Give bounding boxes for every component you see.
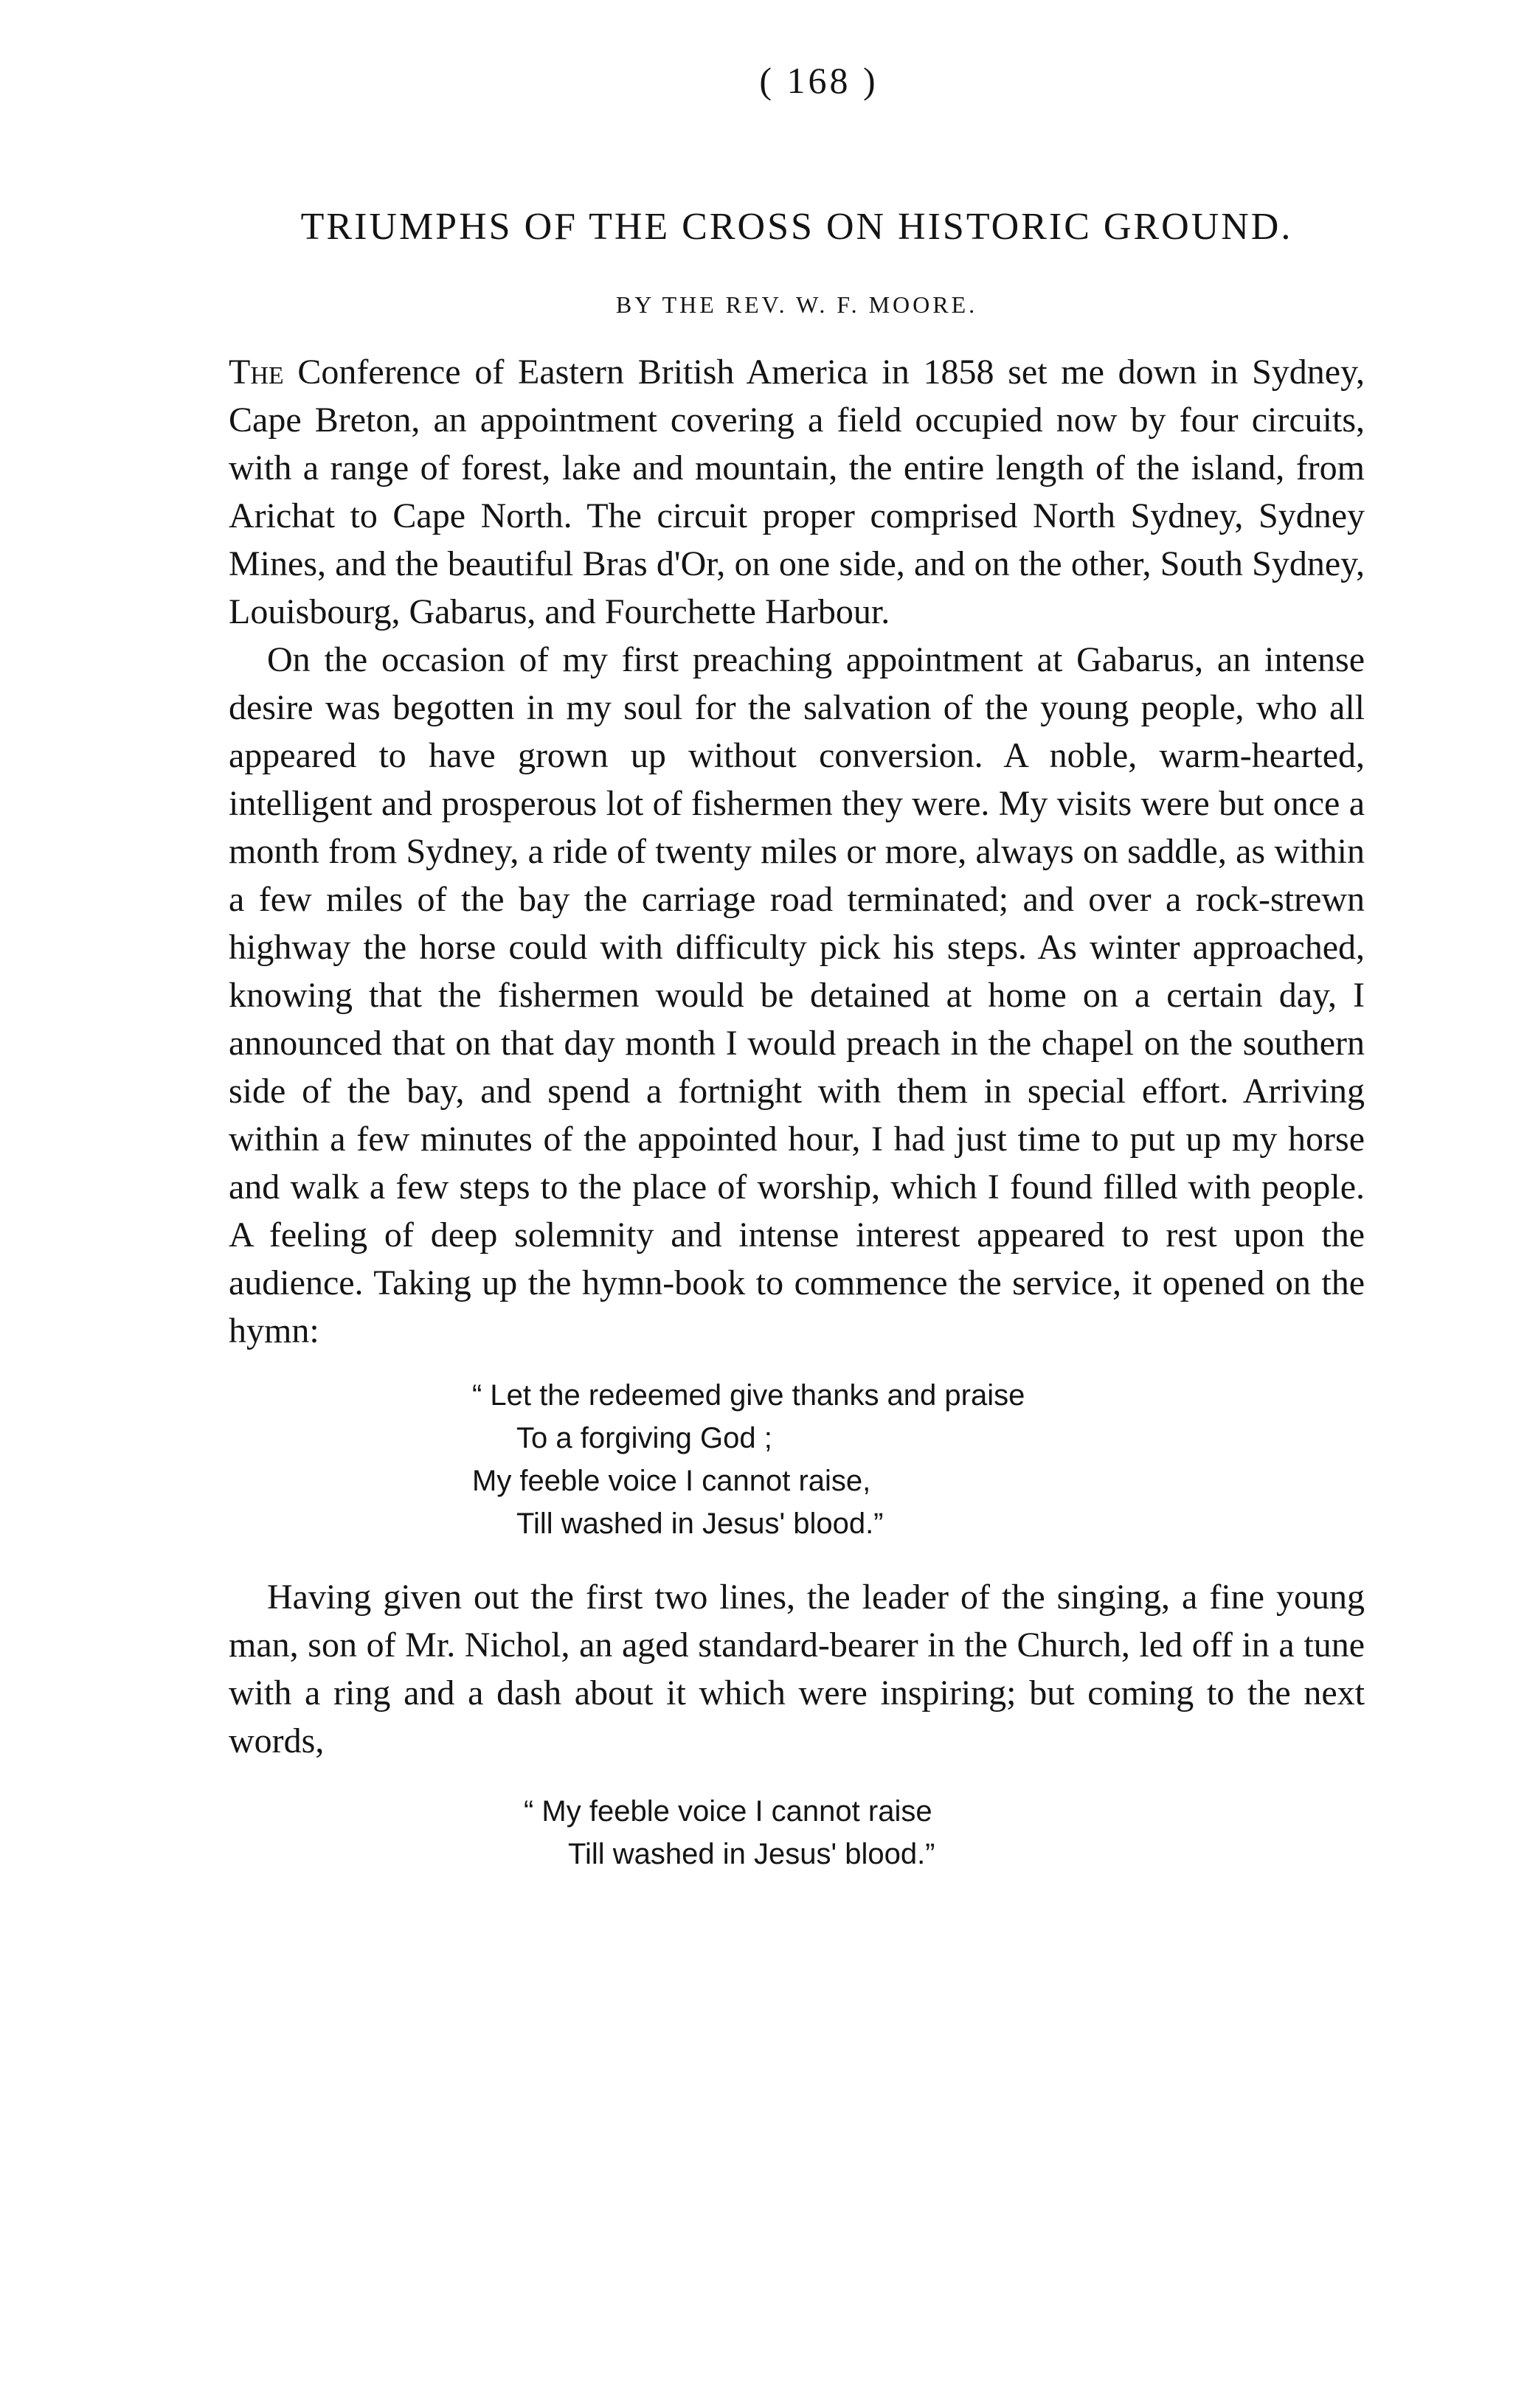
paragraph-3: Having given out the first two lines, the leader of the singing, a fine young man, son of Mr. Nichol, an aged standard-bearer in the Church, led off in a tune with a ring and a dash about it which were inspiring; but coming to the next words, [229, 1578, 1365, 1760]
paragraph-2: On the occasion of my first preaching appointment at Gabarus, an intense desire was begotten in my soul for the salvation of the young people, who all appeared to have grown up without conversion. A noble, warm-hearted, intelligent and prosperous lot of fishermen they were. My visits were but once a month from Sydney, a ride of twenty miles or more, always on saddle, as within a few miles of the bay the carriage road terminated; and over a rock-strewn highway the horse could with difficulty pick his steps. As winter approached, knowing that the fishermen would be detained at home on a certain day, I announced that on that day month I would preach in the chapel on the southern side of the bay, and spend a fortnight with them in special effort. Arriving within a few minutes of the appointed hour, I had just time to put up my horse and walk a few steps to the place of worship, which I found filled with people. A feeling of deep solemnity and intense interest appeared to rest upon the audience. Taking up the hymn-book to commence the service, it opened on the hymn: [229, 640, 1365, 1350]
article-byline: BY THE REV. W. F. MOORE. [615, 291, 978, 318]
article-title: TRIUMPHS OF THE CROSS ON HISTORIC GROUND. [300, 206, 1293, 248]
paragraph-1-text: Conference of Eastern British America in 1858 set me down in Sydney, Cape Breton, an appointment covering a field occupied now by four circuits, with a range of forest, lake and mountain, the entire length of the island, from Arichat to Cape North. The circuit proper comprised North Sydney, Sydney Mines, and the beautiful Bras d'Or, on one side, and on the other, South Sydney, Louisbourg, Gabarus, and Fourchette Harbour. [229, 353, 1365, 631]
paragraph-1 [229, 348, 1365, 636]
page-number: ( 168 ) [759, 60, 879, 101]
page [229, 59, 1365, 1876]
hymn-line-3: My feeble voice I cannot raise, [472, 1465, 871, 1497]
hymn-line-4: Till washed in Jesus' blood.” [516, 1507, 884, 1540]
paragraph-1-lead-word: The [229, 353, 284, 392]
quote-line-1: “ My feeble voice I cannot raise [524, 1795, 932, 1828]
hymn-verse [229, 1374, 1365, 1545]
hymn-line-1: “ Let the redeemed give thanks and praise [472, 1379, 1025, 1412]
quote-line-2: Till washed in Jesus' blood.” [568, 1838, 935, 1870]
hymn-quote [229, 1790, 1365, 1876]
hymn-line-2: To a forgiving God ; [516, 1422, 772, 1454]
